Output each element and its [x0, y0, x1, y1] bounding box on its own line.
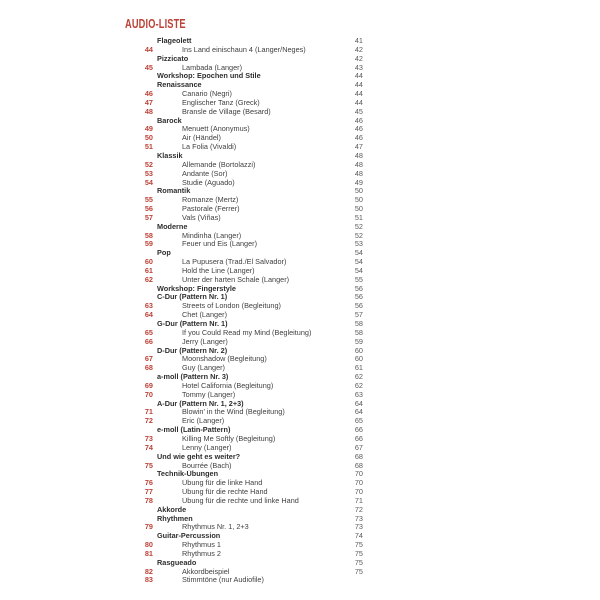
page-number: 64: [354, 398, 363, 408]
toc-track-row: [113, 64, 363, 73]
entry-title: Canario (Negri): [182, 90, 232, 99]
entry-title: Lenny (Langer): [182, 443, 232, 452]
entry-title: Flageolett: [157, 37, 192, 45]
page-number: 48: [354, 159, 363, 169]
toc-track-row: [113, 240, 363, 249]
page-number: 44: [354, 71, 363, 81]
page-number: 72: [354, 504, 363, 514]
entry-title: Moonshadow (Begleitung): [182, 355, 267, 364]
entry-title: Workshop: Fingerstyle: [157, 284, 236, 293]
page-number: 44: [354, 97, 363, 107]
entry-title: Eric (Langer): [182, 417, 225, 426]
track-number: 66: [144, 336, 153, 346]
entry-title: Stimmtöne (nur Audiofile): [182, 576, 264, 585]
toc-track-row: [113, 338, 363, 347]
page-number: 43: [354, 62, 363, 72]
page-number: 65: [354, 416, 363, 426]
track-number: 47: [144, 97, 153, 107]
toc-track-row: [113, 417, 363, 426]
entry-title: Pastorale (Ferrer): [182, 205, 240, 214]
track-number: 77: [144, 487, 153, 497]
page-number: 63: [354, 389, 363, 399]
track-number: 46: [144, 89, 153, 99]
page-number: 70: [354, 478, 363, 488]
page-number: 75: [354, 557, 363, 567]
entry-title: Übung für die linke Hand: [182, 479, 263, 488]
track-number: 55: [144, 195, 153, 205]
toc-track-row: [113, 179, 363, 188]
page-number: 42: [354, 44, 363, 54]
entry-title: Studie (Aguado): [182, 178, 235, 187]
page-number: 73: [354, 513, 363, 523]
entry-title: Blowin' in the Wind (Begleitung): [182, 408, 285, 417]
track-number: 63: [144, 301, 153, 311]
track-number: 64: [144, 310, 153, 320]
toc-track-row: [113, 462, 363, 471]
page-number: 74: [354, 531, 363, 541]
entry-title: Unter der harten Schale (Langer): [182, 275, 290, 284]
entry-title: Streets of London (Begleitung): [182, 302, 281, 311]
page-number: 53: [354, 239, 363, 249]
page-number: 56: [354, 292, 363, 302]
toc-track-row: [113, 444, 363, 453]
page-number: 64: [354, 407, 363, 417]
entry-title: Rhythmen: [157, 514, 193, 523]
track-number: 57: [144, 212, 153, 222]
page-number: 51: [354, 212, 363, 222]
entry-title: Menuett (Anonymus): [182, 125, 250, 134]
page-number: 50: [354, 195, 363, 205]
page-number: 54: [354, 257, 363, 267]
page-number: 52: [354, 221, 363, 231]
entry-title: A-Dur (Pattern Nr. 1, 2+3): [157, 399, 244, 408]
toc-track-row: [113, 497, 363, 506]
entry-title: Klassik: [157, 151, 183, 160]
entry-title: Englischer Tanz (Greck): [182, 98, 260, 107]
entry-title: Guitar-Percussion: [157, 532, 221, 541]
page-number: 52: [354, 230, 363, 240]
entry-title: La Folia (Vivaldi): [182, 143, 237, 152]
track-number: 58: [144, 230, 153, 240]
track-number: 52: [144, 159, 153, 169]
page-number: 60: [354, 345, 363, 355]
track-number: 78: [144, 495, 153, 505]
track-number: 71: [144, 407, 153, 417]
page-number: 68: [354, 460, 363, 470]
page-number: 75: [354, 566, 363, 576]
page-number: 70: [354, 487, 363, 497]
entry-title: Pizzicato: [157, 54, 189, 63]
entry-title: Akkordbeispiel: [182, 567, 230, 576]
track-number: 73: [144, 433, 153, 443]
entry-title: Bourrée (Bach): [182, 461, 232, 470]
entry-title: Übung für die rechte Hand: [182, 488, 268, 497]
page-number: 66: [354, 433, 363, 443]
entry-title: Chet (Langer): [182, 311, 228, 320]
toc-section-header: [113, 506, 363, 515]
toc-section-header: [113, 285, 363, 294]
track-number: 54: [144, 177, 153, 187]
page-number: 42: [354, 53, 363, 63]
track-number: 48: [144, 106, 153, 116]
page-number: 56: [354, 301, 363, 311]
toc-track-row: [113, 214, 363, 223]
entry-title: Tommy (Langer): [182, 390, 236, 399]
track-number: 67: [144, 354, 153, 364]
entry-title: D-Dur (Pattern Nr. 2): [157, 346, 228, 355]
entry-title: Akkorde: [157, 505, 187, 514]
entry-title: Bransle de Village (Besard): [182, 107, 271, 116]
track-number: 81: [144, 548, 153, 558]
entry-title: Workshop: Epochen und Stile: [157, 72, 261, 81]
page-number: 46: [354, 115, 363, 125]
toc-track-row: [113, 311, 363, 320]
page-number: 45: [354, 106, 363, 116]
entry-title: Air (Händel): [182, 134, 221, 143]
entry-title: Moderne: [157, 222, 188, 231]
track-number: 49: [144, 124, 153, 134]
track-number: 68: [144, 363, 153, 373]
entry-title: Hold the Line (Langer): [182, 266, 255, 275]
page-number: 49: [354, 177, 363, 187]
page-number: 70: [354, 469, 363, 479]
page-number: 55: [354, 274, 363, 284]
page-number: 59: [354, 336, 363, 346]
entry-title: C-Dur (Pattern Nr. 1): [157, 293, 228, 302]
audio-list: [113, 37, 363, 585]
page-number: 71: [354, 495, 363, 505]
page-number: 60: [354, 354, 363, 364]
entry-title: Killing Me Softly (Begleitung): [182, 434, 276, 443]
toc-track-row: [113, 391, 363, 400]
entry-title: e-moll (Latin-Pattern): [157, 426, 231, 435]
entry-title: Jerry (Langer): [182, 337, 228, 346]
track-number: 80: [144, 540, 153, 550]
entry-title: Vals (Viñas): [182, 213, 221, 222]
entry-title: If you Could Read my Mind (Begleitung): [182, 328, 312, 337]
entry-title: Rhythmus 2: [182, 549, 221, 558]
entry-title: Allemande (Bortolazzi): [182, 160, 256, 169]
toc-track-row: [113, 523, 363, 532]
page-number: 50: [354, 186, 363, 196]
entry-title: Ins Land einischaun 4 (Langer/Neges): [182, 45, 306, 54]
page-number: 50: [354, 204, 363, 214]
track-number: 72: [144, 416, 153, 426]
page-number: 47: [354, 142, 363, 152]
track-number: 53: [144, 168, 153, 178]
page-number: 62: [354, 372, 363, 382]
page-number: 44: [354, 80, 363, 90]
track-number: 83: [144, 575, 153, 585]
page-number: 68: [354, 451, 363, 461]
page-number: 75: [354, 548, 363, 558]
page-number: 54: [354, 248, 363, 258]
track-number: 65: [144, 327, 153, 337]
toc-track-row: [113, 364, 363, 373]
toc-track-row: [113, 550, 363, 559]
entry-title: Guy (Langer): [182, 364, 225, 373]
entry-title: G-Dur (Pattern Nr. 1): [157, 320, 228, 328]
page-title: AUDIO-LISTE: [125, 17, 186, 31]
page-number: 44: [354, 89, 363, 99]
page-number: 41: [354, 36, 363, 45]
page-number: 57: [354, 310, 363, 320]
track-number: 56: [144, 204, 153, 214]
track-number: 76: [144, 478, 153, 488]
track-number: 60: [144, 257, 153, 267]
track-number: 59: [144, 239, 153, 249]
page-number: 54: [354, 265, 363, 275]
toc-track-row: [113, 143, 363, 152]
page-number: 61: [354, 363, 363, 373]
entry-title: Barock: [157, 116, 182, 125]
toc-track-row: [113, 46, 363, 55]
entry-title: Lambada (Langer): [182, 63, 243, 72]
page-number: 73: [354, 522, 363, 532]
track-number: 45: [144, 62, 153, 72]
entry-title: Mindinha (Langer): [182, 231, 242, 240]
toc-track-row: [113, 276, 363, 285]
entry-title: Rhythmus 1: [182, 541, 221, 550]
entry-title: a-moll (Pattern Nr. 3): [157, 373, 229, 382]
entry-title: Feuer und Eis (Langer): [182, 240, 258, 249]
toc-track-row: [113, 576, 363, 585]
page-number: 48: [354, 150, 363, 160]
page-number: 75: [354, 540, 363, 550]
page-number: 66: [354, 425, 363, 435]
entry-title: La Pupusera (Trad./El Salvador): [182, 258, 287, 267]
track-number: 75: [144, 460, 153, 470]
entry-title: Rhythmus Nr. 1, 2+3: [182, 523, 249, 532]
entry-title: Romantik: [157, 187, 191, 196]
entry-title: Hotel California (Begleitung): [182, 381, 274, 390]
entry-title: Technik-Übungen: [157, 470, 219, 479]
page-number: 58: [354, 319, 363, 328]
page-number: 58: [354, 327, 363, 337]
track-number: 69: [144, 380, 153, 390]
toc-section-header: [113, 72, 363, 81]
page-number: 62: [354, 380, 363, 390]
page-number: 48: [354, 168, 363, 178]
page-number: 56: [354, 283, 363, 293]
track-number: 82: [144, 566, 153, 576]
track-number: 62: [144, 274, 153, 284]
entry-title: Und wie geht es weiter?: [157, 452, 241, 461]
track-number: 70: [144, 389, 153, 399]
entry-title: Renaissance: [157, 81, 202, 90]
page-number: 46: [354, 124, 363, 134]
entry-title: Pop: [157, 249, 171, 258]
track-number: 61: [144, 265, 153, 275]
track-number: 51: [144, 142, 153, 152]
track-number: 44: [144, 44, 153, 54]
entry-title: Rasgueado: [157, 558, 197, 567]
track-number: 79: [144, 522, 153, 532]
track-number: 74: [144, 442, 153, 452]
entry-title: Andante (Sor): [182, 169, 228, 178]
track-number: 50: [144, 133, 153, 143]
entry-title: Romanze (Mertz): [182, 196, 239, 205]
entry-title: Übung für die rechte und linke Hand: [182, 496, 299, 505]
page-number: 46: [354, 133, 363, 143]
page-number: 67: [354, 442, 363, 452]
toc-track-row: [113, 108, 363, 117]
